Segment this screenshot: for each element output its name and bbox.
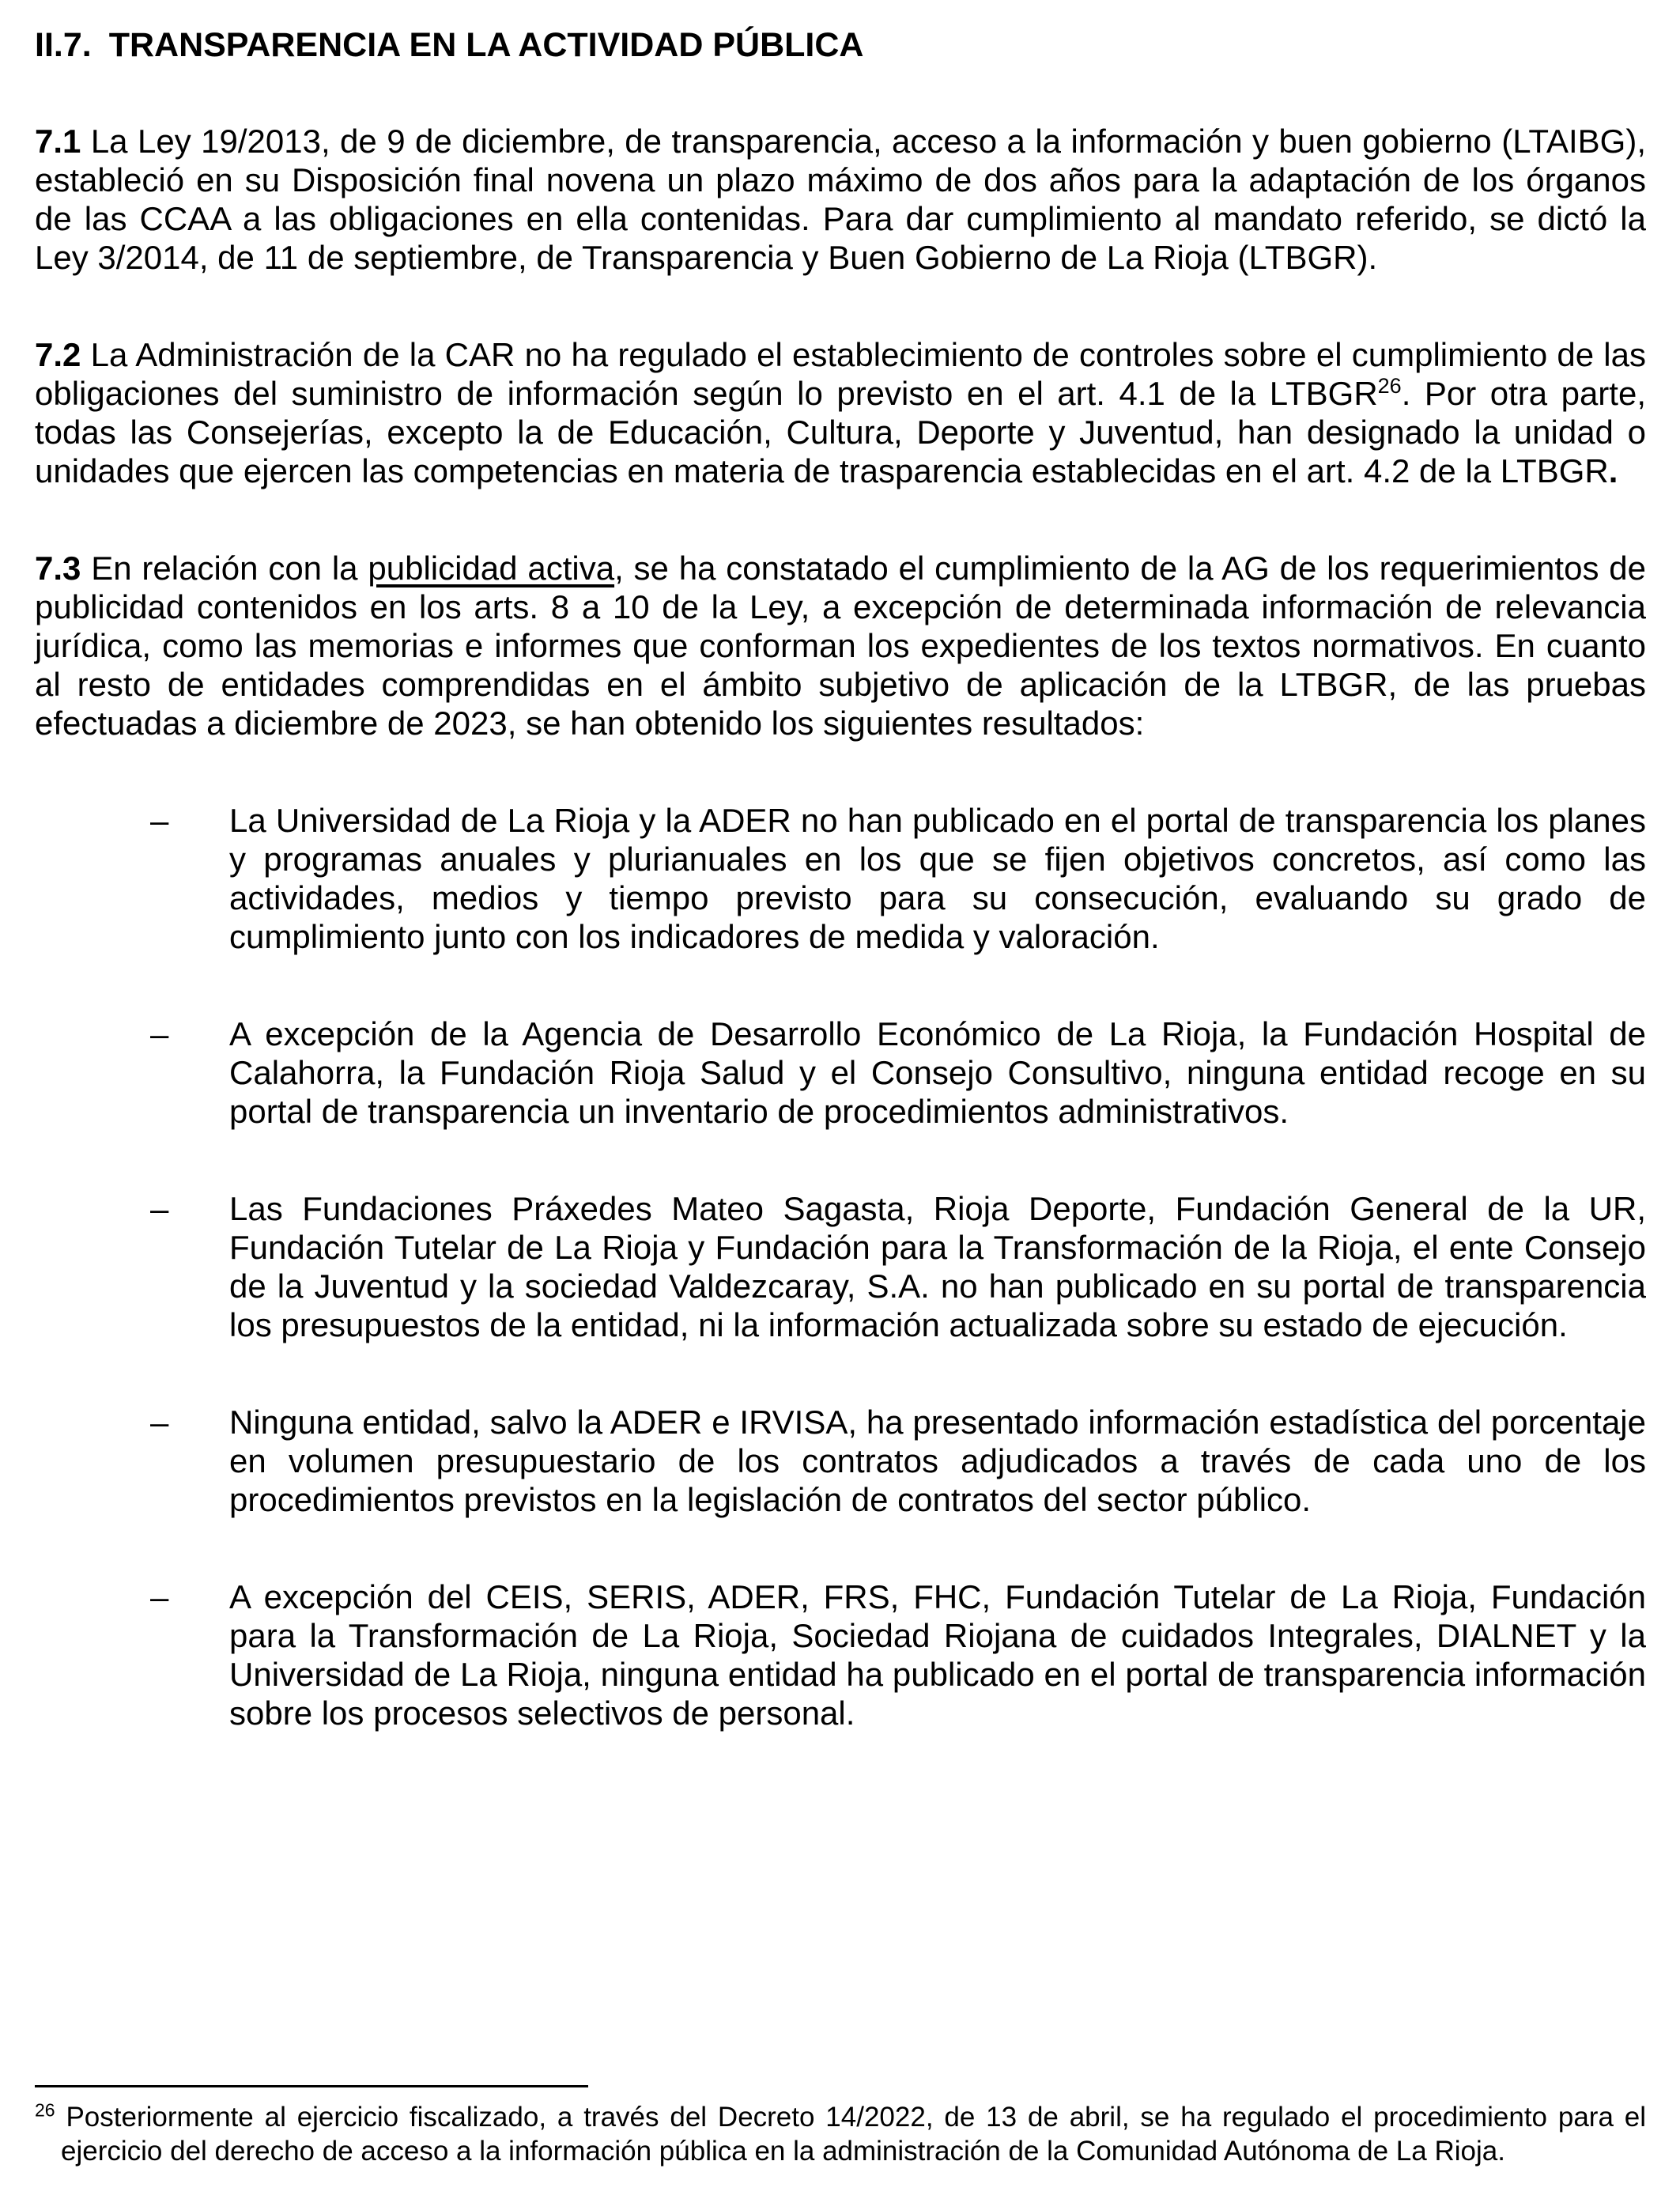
list-item-text: Ninguna entidad, salvo la ADER e IRVISA, ha presentado información estadística del porcentaje en volumen presupuestario de los contratos adjudicados a través de cada uno de los procedimientos previstos en la legislación de contratos del sector público. bbox=[229, 1404, 1646, 1518]
list-item bbox=[150, 1577, 1646, 1732]
dash-bullet: – bbox=[150, 802, 169, 839]
paragraph-text-bold-period: . bbox=[1608, 452, 1618, 489]
footnote-number: 26 bbox=[35, 2099, 55, 2121]
list-item-text: A excepción del CEIS, SERIS, ADER, FRS, FHC, Fundación Tutelar de La Rioja, Fundación para la Transformación de La Rioja, Sociedad Riojana de cuidados Integrales, DIALNET y la Universidad de La Rioja, ninguna entidad ha publicado en el portal de transparencia información sobre los procesos selectivos de personal. bbox=[229, 1578, 1646, 1732]
list-item bbox=[150, 1403, 1646, 1519]
paragraph-number: 7.1 bbox=[35, 123, 81, 160]
dash-bullet: – bbox=[150, 1578, 169, 1615]
paragraph-text: La Administración de la CAR no ha regulado el establecimiento de controles sobre el cumplimiento de las obligaciones del suministro de información según lo previsto en el art. 4.1 de la LTBGR bbox=[35, 336, 1646, 412]
findings-list bbox=[150, 801, 1646, 1791]
list-item bbox=[150, 1014, 1646, 1131]
paragraph-text: . Por otra parte, todas las Consejerías, excepto la de Educación, Cultura, Deporte y Juventud, han designado la unidad o unidades que ejercen las competencias en materia de trasparencia establecidas en el art. 4.2 de la LTBGR bbox=[35, 375, 1646, 489]
footnote-reference-26: 26 bbox=[1377, 374, 1402, 398]
paragraph-number: 7.2 bbox=[35, 336, 81, 373]
list-item bbox=[150, 1189, 1646, 1344]
list-item-text: La Universidad de La Rioja y la ADER no han publicado en el portal de transparencia los planes y programas anuales y plurianuales en los que se fijen objetivos concretos, así como las actividades, medios y tiempo previsto para su consecución, evaluando su grado de cumplimiento junto con los indicadores de medida y valoración. bbox=[229, 802, 1646, 955]
paragraph-7-3 bbox=[35, 549, 1646, 742]
underlined-phrase: publicidad activa bbox=[368, 550, 615, 587]
paragraph-text: La Ley 19/2013, de 9 de diciembre, de transparencia, acceso a la información y buen gobierno (LTAIBG), estableció en su Disposición final novena un plazo máximo de dos años para la adaptación de los órganos de las CCAA a las obligaciones en ella contenidas. Para dar cumplimiento al mandato referido, se dictó la Ley 3/2014, de 11 de septiembre, de Transparencia y Buen Gobierno de La Rioja (LTBGR). bbox=[35, 123, 1646, 276]
dash-bullet: – bbox=[150, 1015, 169, 1052]
dash-bullet: – bbox=[150, 1404, 169, 1441]
paragraph-number: 7.3 bbox=[35, 550, 81, 587]
paragraph-7-1 bbox=[35, 122, 1646, 277]
list-item-text: A excepción de la Agencia de Desarrollo Económico de La Rioja, la Fundación Hospital de Calahorra, la Fundación Rioja Salud y el Consejo Consultivo, ninguna entidad recoge en su portal de transparencia un inventario de procedimientos administrativos. bbox=[229, 1015, 1646, 1130]
section-title: TRANSPARENCIA EN LA ACTIVIDAD PÚBLICA bbox=[108, 26, 864, 64]
footnote-26 bbox=[35, 2100, 1646, 2168]
paragraph-7-2 bbox=[35, 335, 1646, 490]
section-heading bbox=[35, 24, 1646, 66]
section-number: II.7. bbox=[35, 26, 92, 64]
dash-bullet: – bbox=[150, 1190, 169, 1227]
paragraph-text: En relación con la bbox=[81, 550, 368, 587]
blank-space bbox=[35, 1791, 1646, 2085]
list-item bbox=[150, 801, 1646, 956]
footnote-separator bbox=[35, 2085, 588, 2087]
footnote-text: Posteriormente al ejercicio fiscalizado, a través del Decreto 14/2022, de 13 de abril, se ha regulado el procedimiento para el ejercicio del derecho de acceso a la información pública en la administración de la Comunidad Autónoma de La Rioja. bbox=[55, 2102, 1646, 2167]
paragraph-text: , se ha constatado el cumplimiento de la AG de los requerimientos de publicidad contenidos en los arts. 8 a 10 de la Ley, a excepción de determinada información de relevancia jurídica, como las memorias e informes que conforman los expedientes de los textos normativos. En cuanto al resto de entidades comprendidas en el ámbito subjetivo de aplicación de la LTBGR, de las pruebas efectuadas a diciembre de 2023, se han obtenido los siguientes resultados: bbox=[35, 550, 1646, 742]
list-item-text: Las Fundaciones Práxedes Mateo Sagasta, Rioja Deporte, Fundación General de la UR, Fundación Tutelar de La Rioja y Fundación para la Transformación de la Rioja, el ente Consejo de la Juventud y la sociedad Valdezcaray, S.A. no han publicado en su portal de transparencia los presupuestos de la entidad, ni la información actualizada sobre su estado de ejecución. bbox=[229, 1190, 1646, 1343]
